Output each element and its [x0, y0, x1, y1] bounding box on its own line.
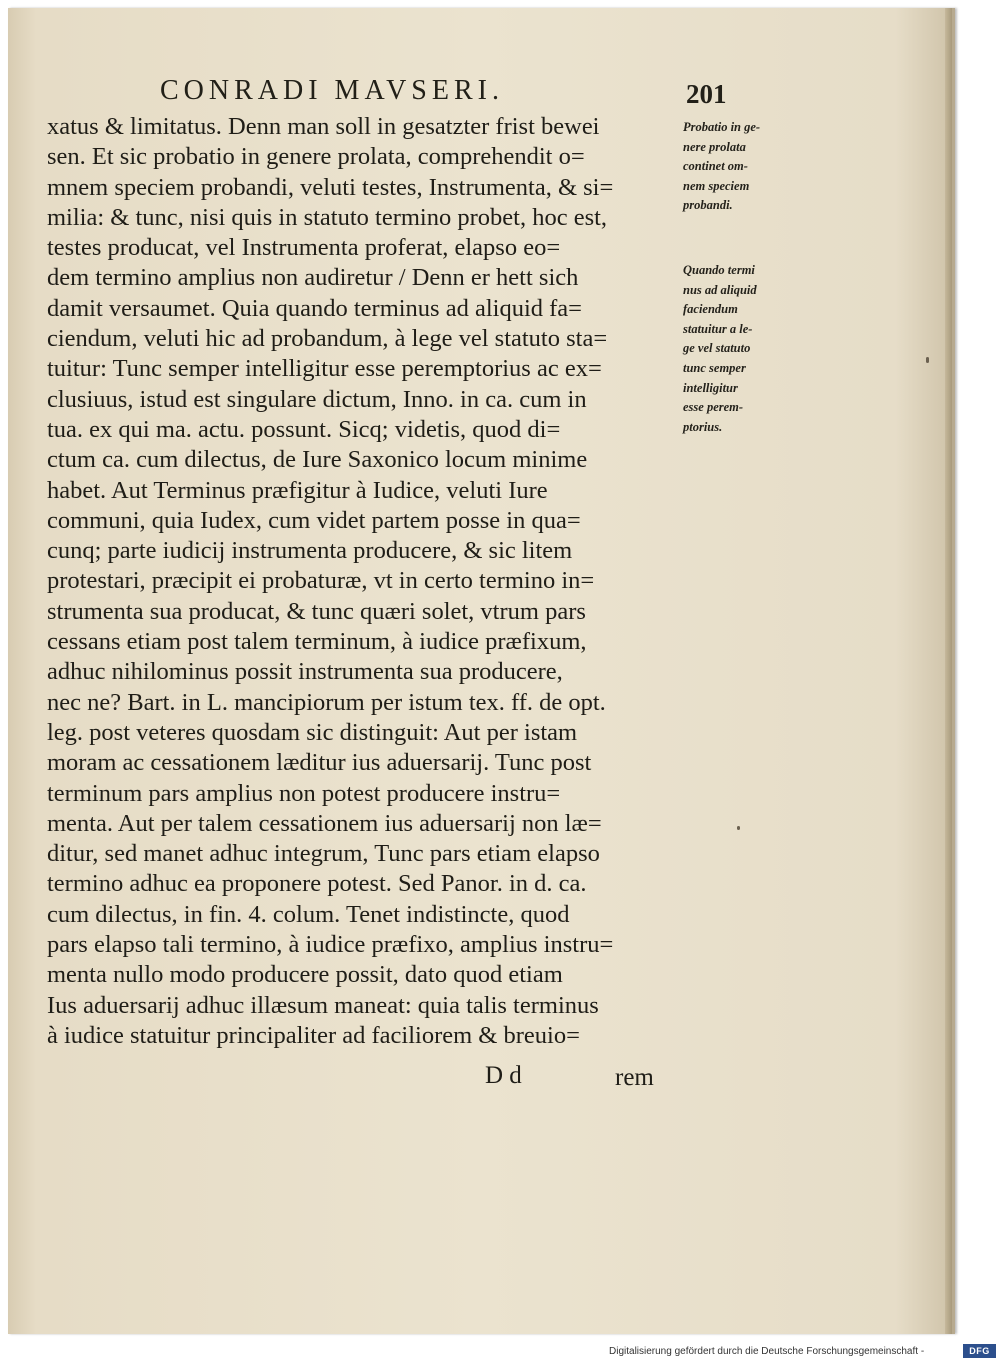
text-line: leg. post veteres quosdam sic distinguit: Aut per istam [47, 718, 578, 746]
marginal-note-line: faciendum [683, 302, 738, 317]
text-line: protestari, præcipit ei probaturæ, vt in certo termino in= [47, 567, 595, 595]
text-line: termino adhuc ea proponere potest. Sed Panor. in d. ca. [47, 870, 587, 898]
text-line: menta. Aut per talem cessationem ius aduersarij non læ= [47, 809, 602, 837]
text-line: testes producat, vel Instrumenta proferat, elapso eo= [47, 234, 561, 262]
main-text-block [47, 112, 687, 1051]
marginal-note-line: intelligitur [683, 380, 738, 395]
marginal-note-line: tunc semper [683, 360, 746, 375]
text-line: Ius aduersarij adhuc illæsum maneat: quia talis terminus [47, 991, 599, 1019]
text-line: moram ac cessationem læditur ius aduersarij. Tunc post [47, 749, 592, 777]
text-line: strumenta sua producat, & tunc quæri solet, vtrum pars [47, 597, 586, 625]
text-line: communi, quia Iudex, cum videt partem posse in qua= [47, 506, 581, 534]
digitization-credit: Digitalisierung gefördert durch die Deutsche Forschungsgemeinschaft - [609, 1346, 925, 1357]
marginal-note-line: nere prolata [683, 139, 746, 154]
marginal-note-line: esse perem- [683, 400, 744, 415]
catchword: rem [615, 1064, 654, 1091]
marginal-note-line: Probatio in ge- [683, 120, 761, 134]
text-line: ditur, sed manet adhuc integrum, Tunc pars etiam elapso [47, 840, 600, 868]
text-line: tuitur: Tunc semper intelligitur esse peremptorius ac ex= [47, 355, 602, 383]
marginal-note-line: continet om- [683, 159, 748, 174]
text-line: adhuc nihilominus possit instrumenta sua producere, [47, 658, 563, 686]
running-head: CONRADI MAVSERI. [160, 75, 504, 106]
text-line: habet. Aut Terminus præfigitur à Iudice, veluti Iure [47, 476, 548, 504]
text-line: damit versaumet. Quia quando terminus ad aliquid fa= [47, 294, 582, 322]
marginal-note-probatio [683, 118, 823, 216]
marginal-note-line: probandi. [683, 198, 733, 213]
marginal-note-line: nem speciem [683, 178, 750, 193]
dfg-logo: DFG [963, 1344, 996, 1358]
page-edge [945, 8, 952, 1334]
text-line: nec ne? Bart. in L. mancipiorum per istum tex. ff. de opt. [47, 688, 606, 716]
text-line: cunq; parte iudicij instrumenta producere, & sic litem [47, 537, 573, 565]
text-line: milia: & tunc, nisi quis in statuto termino probet, hoc est, [47, 203, 608, 231]
signature-mark: D d [485, 1062, 522, 1089]
text-line: menta nullo modo producere possit, dato quod etiam [47, 961, 563, 989]
marginal-note-line: ge vel statuto [683, 341, 751, 356]
text-line: à iudice statuitur principaliter ad faciliorem & breuio= [47, 1021, 580, 1049]
text-line: cessans etiam post talem terminum, à iudice præfixum, [47, 628, 587, 656]
paper-speck [737, 826, 740, 830]
text-line: clusiuus, istud est singulare dictum, Inno. in ca. cum in [47, 385, 587, 413]
marginal-note-line: nus ad aliquid [683, 282, 757, 297]
marginal-note-line: statuitur a le- [683, 321, 753, 336]
text-line: mnem speciem probandi, veluti testes, Instrumenta, & si= [47, 173, 614, 201]
text-line: cum dilectus, in fin. 4. colum. Tenet indistincte, quod [47, 900, 570, 928]
catchword-line [485, 1062, 685, 1094]
paper-speck [926, 357, 929, 363]
marginal-note-line: Quando termi [683, 263, 755, 277]
text-line: ciendum, veluti hic ad probandum, à lege vel statuto sta= [47, 325, 608, 353]
page-number: 201 [686, 79, 727, 109]
text-line: terminum pars amplius non potest producere instru= [47, 779, 561, 807]
text-line: sen. Et sic probatio in genere prolata, comprehendit o= [47, 143, 585, 171]
text-line: xatus & limitatus. Denn man soll in gesatzter frist bewei [47, 113, 600, 140]
marginal-note-quando-terminus [683, 261, 823, 437]
text-line: ctum ca. cum dilectus, de Iure Saxonico locum minime [47, 446, 588, 474]
text-line: dem termino amplius non audiretur / Denn er hett sich [47, 264, 579, 292]
text-line: tua. ex qui ma. actu. possunt. Sicq; videtis, quod di= [47, 415, 561, 443]
marginal-note-line: ptorius. [683, 419, 723, 434]
text-line: pars elapso tali termino, à iudice præfixo, amplius instru= [47, 931, 614, 959]
